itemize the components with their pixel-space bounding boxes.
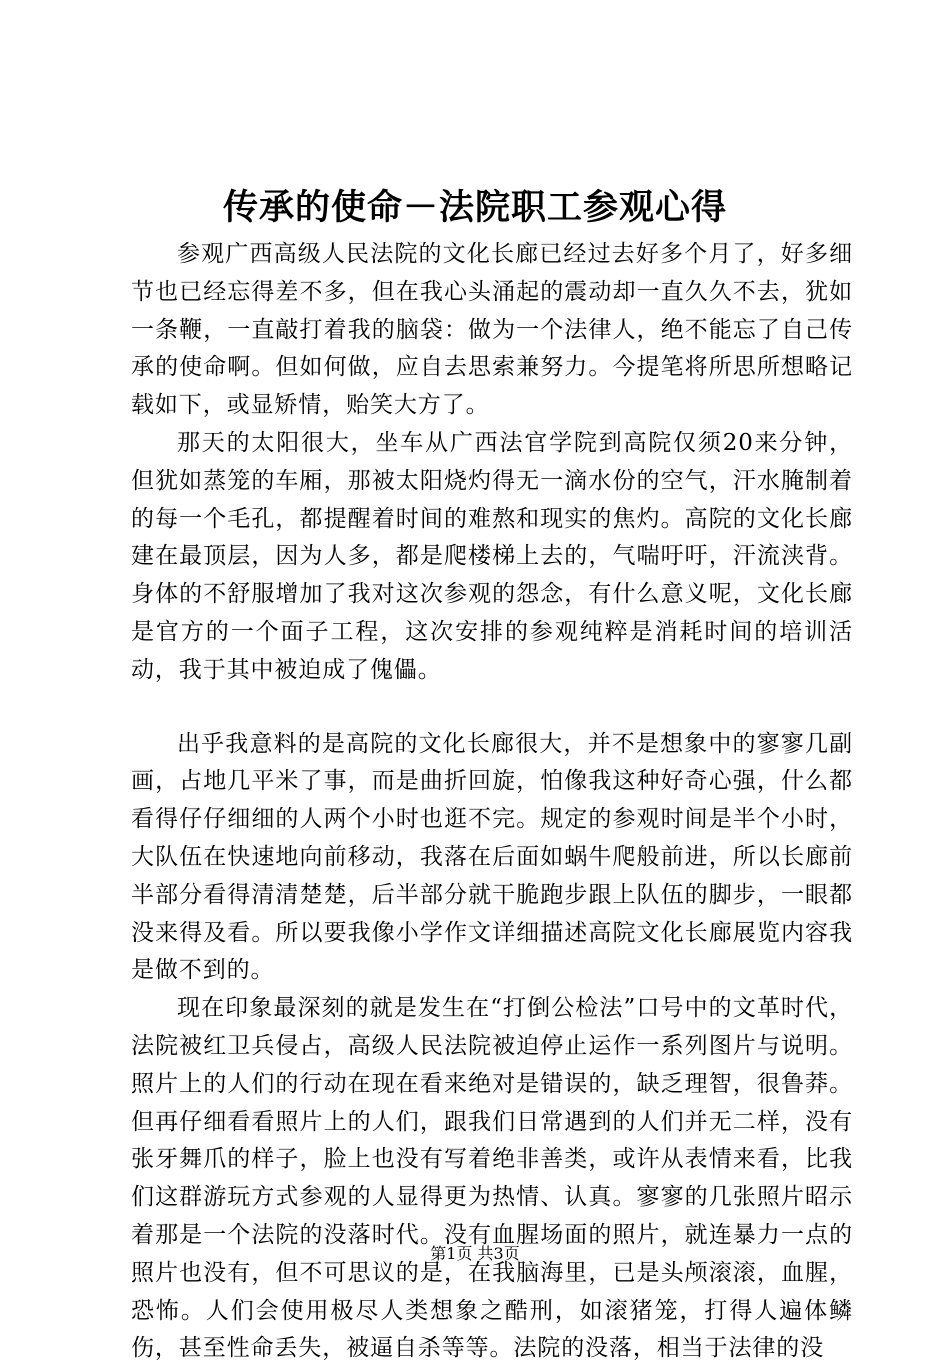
page-footer: 第1页 共3页	[430, 1244, 520, 1263]
paragraph-4: 现在印象最深刻的就是发生在“打倒公检法”口号中的文革时代，法院被红卫兵侵占，高级人民法院被迫停止运作一系列图片与说明。照片上的人们的行动在现在看来绝对是错误的，缺乏理智，很鲁莽。但再仔细看看照片上的人们，跟我们日常遇到的人们并无二样，没有张牙舞爪的样子，脸上也没有写着绝非善类，或许从表情来看，比我们这群游玩方式参观的人显得更为热情、认真。寥寥的几张照片昭示着那是一个法院的没落时代。没有血腥场面的照片，就连暴力一点的照片也没有，但不可思议的是，在我脑海里，已是头颅滚滚，血腥，恐怖。人们会使用极尽人类想象之酷刑，如滚猪笼，打得人遍体鳞伤，甚至性命丢失，被逼自杀等等。法院的没落，相当于法律的没	[131, 995, 853, 1362]
paragraph-1: 参观广西高级人民法院的文化长廊已经过去好多个月了，好多细节也已经忘得差不多，但在我心头涌起的震动却一直久久不去，犹如一条鞭，一直敲打着我的脑袋：做为一个法律人，绝不能忘了自己传承的使命啊。但如何做，应自去思索兼努力。今提笔将所思所想略记载如下，或显矫情，贻笑大方了。	[131, 241, 853, 419]
paragraph-2: 那天的太阳很大，坐车从广西法官学院到高院仅须20来分钟，但犹如蒸笼的车厢，那被太阳烧灼得无一滴水份的空气，汗水腌制着的每一个毛孔，都提醒着时间的难熬和现实的焦灼。高院的文化长廊建在最顶层，因为人多，都是爬楼梯上去的，气喘吁吁，汗流浃背。身体的不舒服增加了我对这次参观的怨念，有什么意义呢，文化长廊是官方的一个面子工程，这次安排的参观纯粹是消耗时间的培训活动，我于其中被迫成了傀儡。	[131, 429, 853, 683]
document-body	[131, 236, 853, 1368]
document-title: 传承的使命－法院职工参观心得	[222, 187, 727, 228]
paragraph-3: 出乎我意料的是高院的文化长廊很大，并不是想象中的寥寥几副画，占地几平米了事，而是曲折回旋，怕像我这种好奇心强，什么都看得仔仔细细的人两个小时也逛不完。规定的参观时间是半个小时，大队伍在快速地向前移动，我落在后面如蜗牛爬般前进，所以长廊前半部分看得清清楚楚，后半部分就干脆跑步跟上队伍的脚步，一眼都没来得及看。所以要我像小学作文详细描述高院文化长廊展览内容我是做不到的。	[131, 730, 853, 984]
